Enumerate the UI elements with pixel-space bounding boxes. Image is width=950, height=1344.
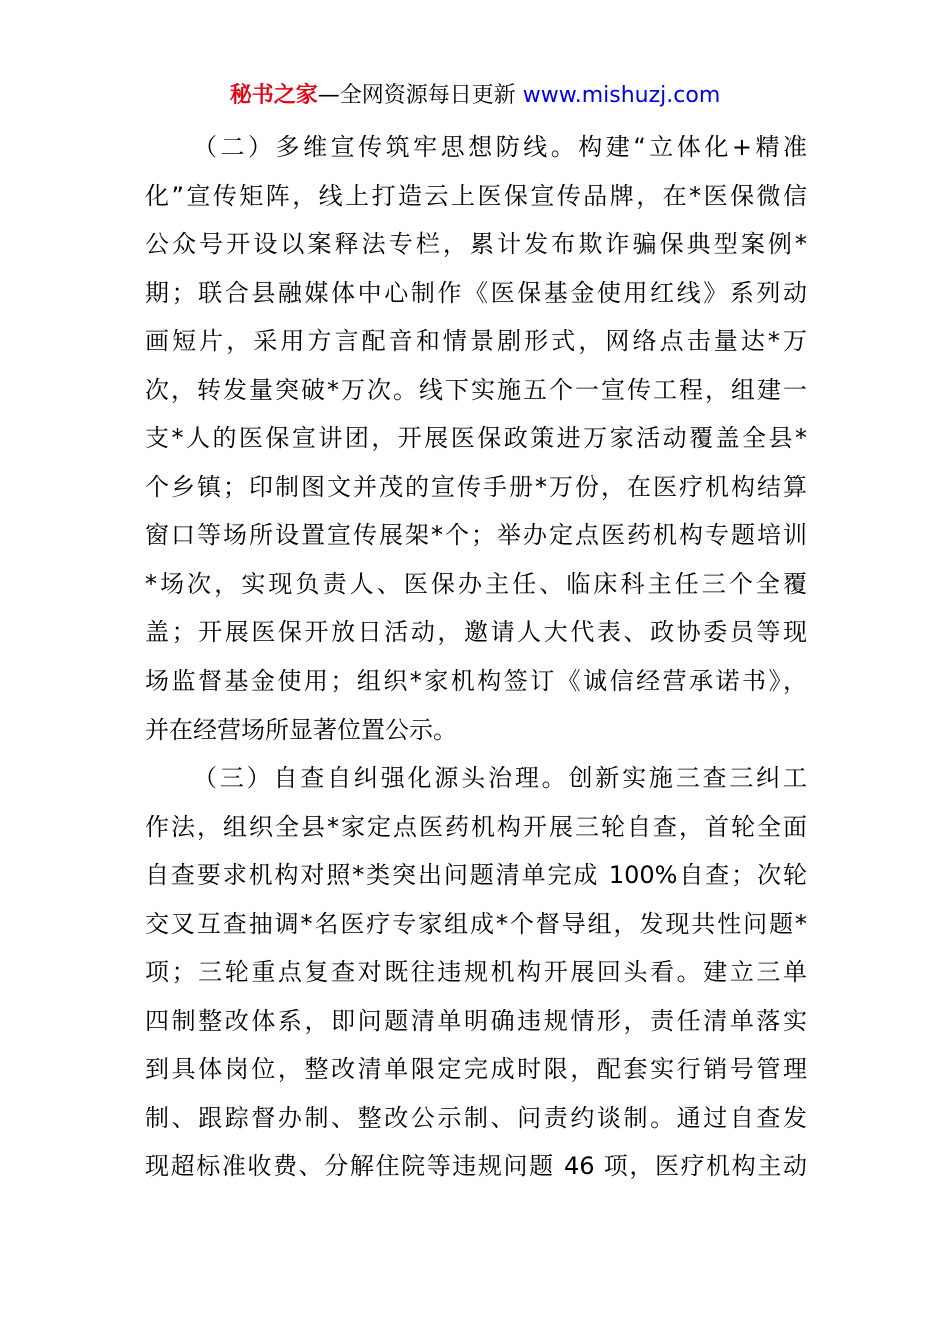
site-header <box>0 80 950 112</box>
text-line: （三）自查自纠强化源头治理。创新实施三查三纠工 <box>193 764 807 793</box>
text-line: 支*人的医保宣讲团，开展医保政策进万家活动覆盖全县* <box>145 424 807 453</box>
text-line: 期；联合县融媒体中心制作《医保基金使用红线》系列动 <box>145 278 807 307</box>
text-line: 次，转发量突破*万次。线下实施五个一宣传工程，组建一 <box>145 375 807 404</box>
text-line: （二）多维宣传筑牢思想防线。构建“立体化+精准 <box>193 133 807 161</box>
text-line: 并在经营场所显著位置公示。 <box>145 715 457 744</box>
text-line: 盖；开展医保开放日活动，邀请人大代表、政协委员等现 <box>145 618 807 647</box>
brand-name: 秘书之家 <box>229 83 318 108</box>
text-line: 现超标准收费、分解住院等违规问题 46 项，医疗机构主动 <box>145 1152 807 1181</box>
text-line: 公众号开设以案释法专栏，累计发布欺诈骗保典型案例* <box>145 230 807 259</box>
text-line: *场次，实现负责人、医保办主任、临床科主任三个全覆 <box>145 569 807 598</box>
paragraph-2 <box>145 123 807 754</box>
header-tagline: —全网资源每日更新 <box>317 83 523 108</box>
text-line: 个乡镇；印制图文并茂的宣传手册*万份，在医疗机构结算 <box>145 472 807 501</box>
text-line: 制、跟踪督办制、整改公示制、问责约谈制。通过自查发 <box>145 1103 807 1132</box>
text-line: 窗口等场所设置宣传展架*个；举办定点医药机构专题培训 <box>145 521 807 550</box>
document-body <box>145 123 807 1191</box>
text-line: 交叉互查抽调*名医疗专家组成*个督导组，发现共性问题* <box>145 909 807 938</box>
site-url[interactable]: www.mishuzj.com <box>522 83 721 108</box>
text-line: 作法，组织全县*家定点医药机构开展三轮自查，首轮全面 <box>145 812 807 841</box>
text-line: 四制整改体系，即问题清单明确违规情形，责任清单落实 <box>145 1006 807 1035</box>
text-line: 到具体岗位，整改清单限定完成时限，配套实行销号管理 <box>145 1055 807 1084</box>
text-line: 画短片，采用方言配音和情景剧形式，网络点击量达*万 <box>145 327 807 356</box>
paragraph-3 <box>145 754 807 1191</box>
text-line: 场监督基金使用；组织*家机构签订《诚信经营承诺书》， <box>145 667 807 696</box>
text-line: 项；三轮重点复查对既往违规机构开展回头看。建立三单 <box>145 958 807 987</box>
text-line: 自查要求机构对照*类突出问题清单完成 100%自查；次轮 <box>145 861 807 890</box>
text-line: 化”宣传矩阵，线上打造云上医保宣传品牌，在*医保微信 <box>145 181 807 210</box>
